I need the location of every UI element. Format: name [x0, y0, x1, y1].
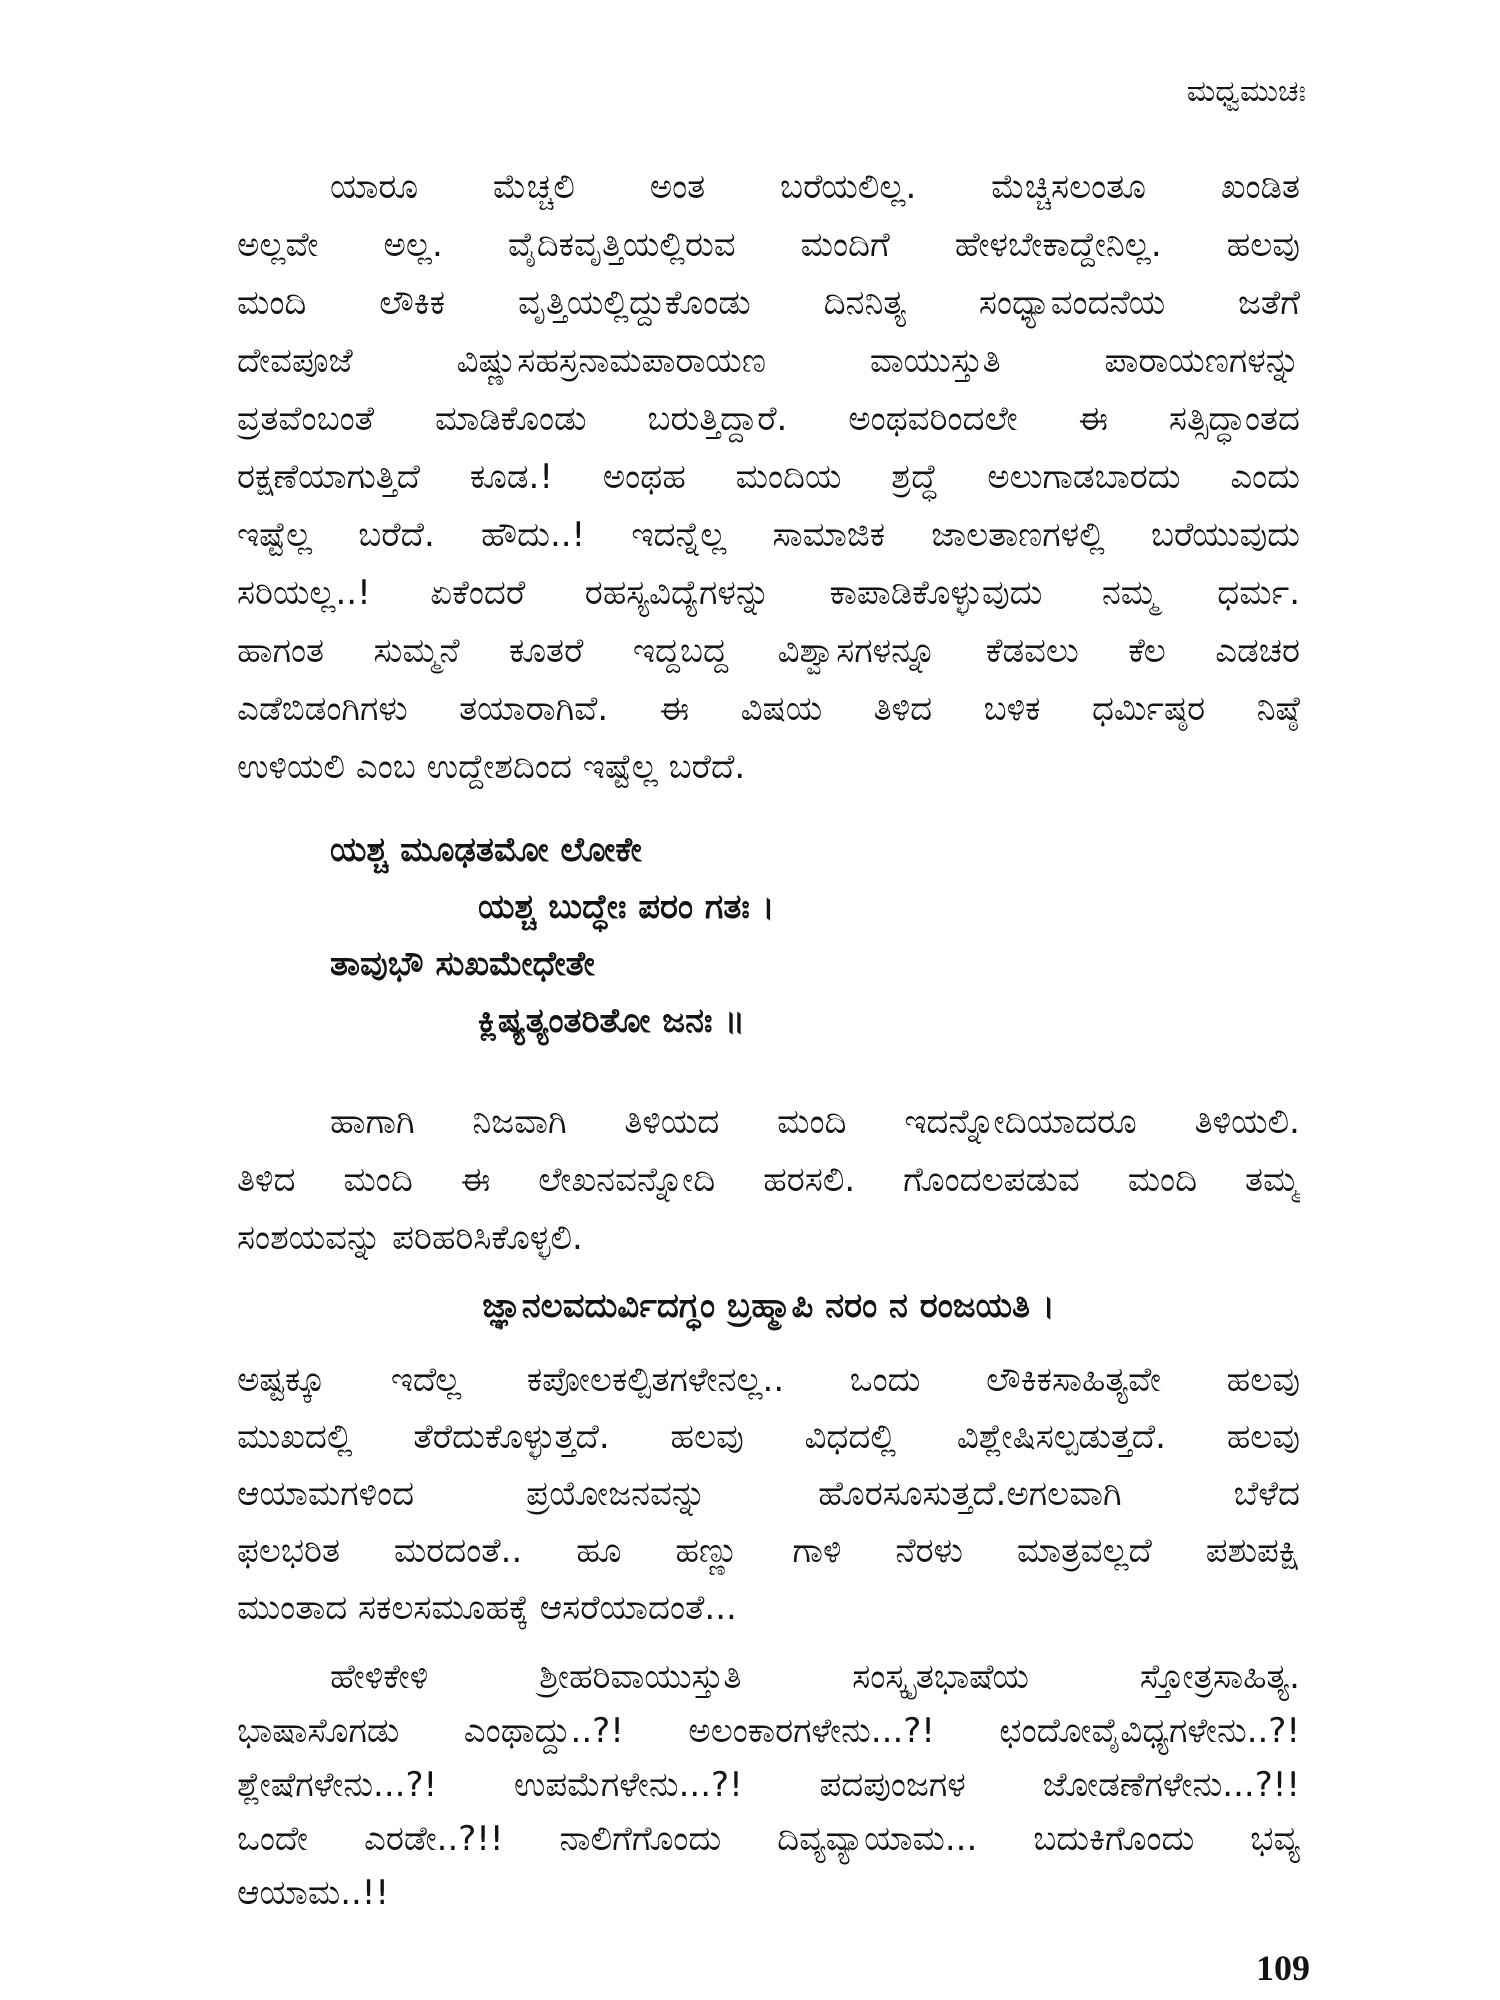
verse-block	[330, 822, 1230, 1050]
text-line: ಮುಂತಾದ ಸಕಲಸಮೂಹಕ್ಕೆ ಆಸರೆಯಾದಂತೆ...	[237, 1588, 737, 1628]
text-line: ಆಯಾಮಗಳಿಂದ ಪ್ರಯೋಜನವನ್ನು ಹೊರಸೂಸುತ್ತದೆ.ಅಗಲವಾಗಿ ಬೆಳೆದ	[237, 1474, 1300, 1514]
verse-line: ತಾವುಭೌ ಸುಖಮೇಧೇತೇ	[330, 944, 595, 984]
text-line: ಹಾಗಾಗಿ ನಿಜವಾಗಿ ತಿಳಿಯದ ಮಂದಿ ಇದನ್ನೋದಿಯಾದರೂ ತಿಳಿಯಲಿ.	[330, 1102, 1300, 1142]
text-line: ಅಷ್ಟಕ್ಕೂ ಇದೆಲ್ಲ ಕಪೋಲಕಲ್ಪಿತಗಳೇನಲ್ಲ.. ಒಂದು ಲೌಕಿಕಸಾಹಿತ್ಯವೇ ಹಲವು	[237, 1360, 1300, 1400]
text-line: ಎಡೆಬಿಡಂಗಿಗಳು ತಯಾರಾಗಿವೆ. ಈ ವಿಷಯ ತಿಳಿದ ಬಳಿಕ ಧರ್ಮಿಷ್ಠರ ನಿಷ್ಠೆ	[237, 689, 1300, 729]
text-line: ಶ್ಲೇಷೆಗಳೇನು...?! ಉಪಮೆಗಳೇನು...?! ಪದಪುಂಜಗಳ ಜೋಡಣೆಗಳೇನು...?!!	[237, 1765, 1300, 1805]
verse-quote: ಜ್ಞಾನಲವದುರ್ವಿದಗ್ಧಂ ಬ್ರಹ್ಮಾಪಿ ನರಂ ನ ರಂಜಯತಿ ।	[482, 1286, 1055, 1326]
text-line: ಆಯಾಮ..!!	[237, 1873, 390, 1913]
text-line: ತಿಳಿದ ಮಂದಿ ಈ ಲೇಖನವನ್ನೋದಿ ಹರಸಲಿ. ಗೊಂದಲಪಡುವ ಮಂದಿ ತಮ್ಮ	[237, 1160, 1300, 1200]
text-line: ಸರಿಯಲ್ಲ..! ಏಕೆಂದರೆ ರಹಸ್ಯವಿದ್ಯೆಗಳನ್ನು ಕಾಪಾಡಿಕೊಳ್ಳುವುದು ನಮ್ಮ ಧರ್ಮ.	[237, 573, 1300, 613]
paragraph-3	[237, 1352, 1300, 1637]
text-line: ರಕ್ಷಣೆಯಾಗುತ್ತಿದೆ ಕೂಡ.! ಅಂಥಹ ಮಂದಿಯ ಶ್ರದ್ಧೆ ಅಲುಗಾಡಬಾರದು ಎಂದು	[237, 457, 1300, 497]
verse-line: ಕ್ಲಿಷ್ಯತ್ಯಂತರಿತೋ ಜನಃ ॥	[478, 1001, 746, 1041]
text-line: ಮುಖದಲ್ಲಿ ತೆರೆದುಕೊಳ್ಳುತ್ತದೆ. ಹಲವು ವಿಧದಲ್ಲಿ ವಿಶ್ಲೇಷಿಸಲ್ಪಡುತ್ತದೆ. ಹಲವು	[237, 1417, 1300, 1457]
page-number: 109	[1256, 1948, 1310, 1988]
text-line: ಮಂದಿ ಲೌಕಿಕ ವೃತ್ತಿಯಲ್ಲಿದ್ದುಕೊಂಡು ದಿನನಿತ್ಯ ಸಂಧ್ಯಾವಂದನೆಯ ಜತೆಗೆ	[237, 283, 1300, 323]
text-line: ಭಾಷಾಸೊಗಡು ಎಂಥಾದ್ದು..?! ಅಲಂಕಾರಗಳೇನು...?! ಛಂದೋವೈವಿಧ್ಯಗಳೇನು..?!	[237, 1711, 1300, 1751]
text-line: ಯಾರೂ ಮೆಚ್ಚಲಿ ಅಂತ ಬರೆಯಲಿಲ್ಲ. ಮೆಚ್ಚಿಸಲಂತೂ ಖಂಡಿತ	[330, 167, 1300, 207]
text-line: ಉಳಿಯಲಿ ಎಂಬ ಉದ್ದೇಶದಿಂದ ಇಷ್ಟೆಲ್ಲ ಬರೆದೆ.	[237, 747, 746, 787]
text-line: ಸಂಶಯವನ್ನು ಪರಿಹರಿಸಿಕೊಳ್ಳಲಿ.	[237, 1218, 583, 1258]
text-line: ವ್ರತವೆಂಬಂತೆ ಮಾಡಿಕೊಂಡು ಬರುತ್ತಿದ್ದಾರೆ. ಅಂಥವರಿಂದಲೇ ಈ ಸತ್ಸಿದ್ಧಾಂತದ	[237, 399, 1300, 439]
text-line: ಒಂದೇ ಎರಡೇ..?!! ನಾಲಿಗೆಗೊಂದು ದಿವ್ಯವ್ಯಾಯಾಮ... ಬದುಕಿಗೊಂದು ಭವ್ಯ	[237, 1819, 1300, 1859]
paragraph-1	[237, 158, 1300, 796]
text-line: ಫಲಭರಿತ ಮರದಂತೆ.. ಹೂ ಹಣ್ಣು ಗಾಳಿ ನೆರಳು ಮಾತ್ರವಲ್ಲದೆ ಪಶುಪಕ್ಷಿ	[237, 1531, 1300, 1571]
text-line: ಇಷ್ಟೆಲ್ಲ ಬರೆದೆ. ಹೌದು..! ಇದನ್ನೆಲ್ಲ ಸಾಮಾಜಿಕ ಜಾಲತಾಣಗಳಲ್ಲಿ ಬರೆಯುವುದು	[237, 515, 1300, 555]
paragraph-4	[237, 1650, 1300, 1920]
text-line: ದೇವಪೂಜೆ ವಿಷ್ಣುಸಹಸ್ರನಾಮಪಾರಾಯಣ ವಾಯುಸ್ತುತಿ ಪಾರಾಯಣಗಳನ್ನು	[237, 341, 1300, 381]
text-line: ಹಾಗಂತ ಸುಮ್ಮನೆ ಕೂತರೆ ಇದ್ದಬದ್ದ ವಿಶ್ವಾಸಗಳನ್ನೂ ಕೆಡವಲು ಕೆಲ ಎಡಚರ	[237, 631, 1300, 671]
text-line: ಹೇಳಿಕೇಳಿ ಶ್ರೀಹರಿವಾಯುಸ್ತುತಿ ಸಂಸ್ಕೃತಭಾಷೆಯ ಸ್ತೋತ್ರಸಾಹಿತ್ಯ.	[330, 1657, 1300, 1697]
paragraph-2	[237, 1093, 1300, 1267]
text-line: ಅಲ್ಲವೇ ಅಲ್ಲ. ವೈದಿಕವೃತ್ತಿಯಲ್ಲಿರುವ ಮಂದಿಗೆ ಹೇಳಬೇಕಾದ್ದೇನಿಲ್ಲ. ಹಲವು	[237, 225, 1300, 265]
verse-line: ಯಶ್ಚ ಮೂಢತಮೋ ಲೋಕೇ	[330, 830, 642, 870]
verse-line: ಯಶ್ಚ ಬುದ್ಧೇಃ ಪರಂ ಗತಃ ।	[478, 887, 775, 927]
running-header: ಮಧ್ವಮುಚಃ	[1186, 74, 1306, 109]
